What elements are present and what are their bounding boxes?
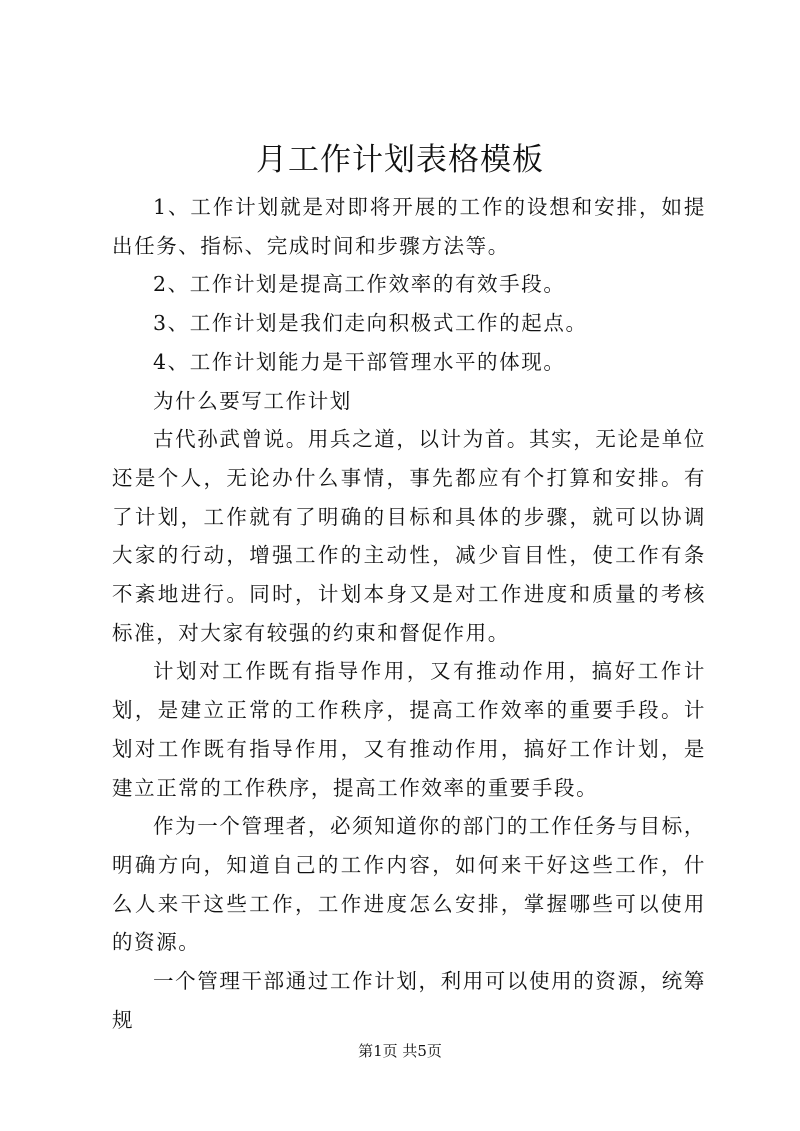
- paragraph-4: 4、工作计划能力是干部管理水平的体现。: [153, 349, 566, 374]
- section-heading: 为什么要写工作计划: [153, 388, 352, 413]
- paragraph-7: 作为一个管理者，必须知道你的部门的工作任务与目标，明确方向，知道自己的工作内容，如何来干好这些工作，什么人来干这些工作，工作进度怎么安排，掌握哪些可以使用的资源。: [112, 814, 706, 955]
- document-body: [112, 188, 706, 1039]
- paragraph-2: 2、工作计划是提高工作效率的有效手段。: [153, 272, 566, 297]
- paragraph-1: 1、工作计划就是对即将开展的工作的设想和安排，如提出任务、指标、完成时间和步骤方法等。: [112, 195, 706, 258]
- paragraph-3: 3、工作计划是我们走向积极式工作的起点。: [153, 311, 588, 336]
- paragraph-5: 古代孙武曾说。用兵之道，以计为首。其实，无论是单位还是个人，无论办什么事情，事先都应有个打算和安排。有了计划，工作就有了明确的目标和具体的步骤，就可以协调大家的行动，增强工作的主动性，减少盲目性，使工作有条不紊地进行。同时，计划本身又是对工作进度和质量的考核标准，对大家有较强的约束和督促作用。: [112, 427, 706, 645]
- paragraph-8: 一个管理干部通过工作计划，利用可以使用的资源，统筹规: [112, 969, 706, 1032]
- page-footer: 第1页 共5页: [358, 1042, 442, 1060]
- document-title: 月工作计划表格模板: [256, 142, 544, 178]
- paragraph-6: 计划对工作既有指导作用，又有推动作用，搞好工作计划，是建立正常的工作秩序，提高工作效率的重要手段。计划对工作既有指导作用，又有推动作用，搞好工作计划，是建立正常的工作秩序，提高工作效率的重要手段。: [112, 659, 706, 800]
